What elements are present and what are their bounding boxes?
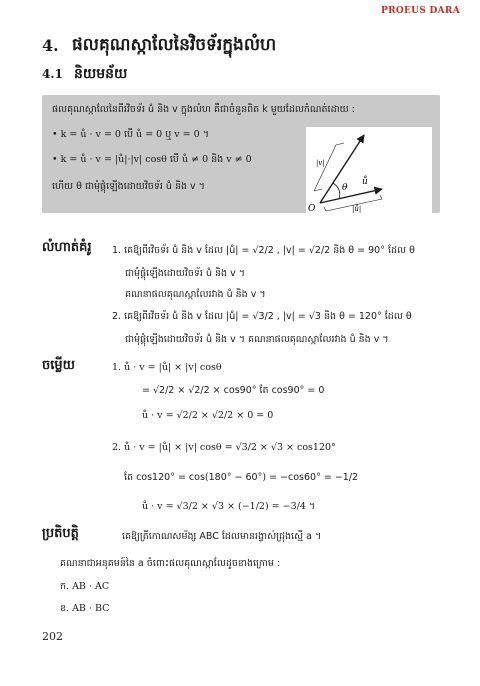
example-q1-line1: 1. គេឱ្យពីរវិចទ័រ ů និង v ដែល |ů| = √2/2 , |v| = √2/2 និង θ = 90° ដែល θ [112, 245, 415, 256]
u-label: ů [362, 177, 368, 187]
page-number: 202 [42, 630, 63, 643]
subsection-title: និយមន័យ [74, 66, 128, 82]
theta-label: θ [342, 183, 348, 193]
solution-2-formula: 2. ů · v = |ů| × |v| cosθ = √3/2 × √3 × cos120° [112, 442, 336, 453]
definition-case-zero: • k = ů · v = 0 បើ ů = 0 ឬ v = 0 ។ [52, 129, 209, 140]
example-q2-line1: 2. គេឱ្យពីរវិចទ័រ ů និង v ដែល |ů| = √3/2 , |v| = √3 និង θ = 120° ដែល θ [112, 311, 412, 322]
vector-diagram [306, 127, 432, 213]
practice-label: ប្រតិបត្តិ [42, 526, 79, 541]
solution-1-result: ů · v = √2/2 × √2/2 × 0 = 0 [142, 410, 274, 421]
solution-2-result: ů · v = √3/2 × √3 × (−1/2) = −3/4 ។ [142, 501, 316, 512]
u-norm-label: |ů| [352, 205, 362, 213]
example-label: លំហាត់គំរូ [42, 240, 92, 255]
solution-1-substitution: = √2/2 × √2/2 × cos90° តែ cos90° = 0 [142, 385, 325, 396]
practice-statement: គេឱ្យត្រីកោណសម័ង្ស ABC ដែលមានរង្វាស់ជ្រុងស្មើ a ។ [122, 531, 322, 542]
solution-label: ចម្លើយ [42, 358, 76, 373]
example-q2-line2: ជាមុំផ្ដុំឡើងដោយវិចទ័រ ů និង v ។ គណនាផលគុណស្កាលែរវាង ů និង v ។ [125, 334, 389, 345]
solution-1-formula: 1. ů · v = |ů| × |v| cosθ [112, 362, 222, 373]
origin-label: O [308, 204, 316, 213]
v-norm-label: |v| [316, 159, 325, 167]
subsection-number: 4.1 [42, 67, 63, 81]
definition-intro: ផលគុណស្កាលែនៃពីរវិចទ័រ ů និង v ក្នុងលំហ គឺជាចំនួនពិត k មួយដែលកំណត់ដោយ : [52, 104, 355, 115]
definition-angle-note: ហើយ θ ជាមុំផ្ដុំឡើងដោយវិចទ័រ ů និង v ។ [52, 181, 205, 192]
practice-item-b: ខ. AB · BC [60, 603, 110, 614]
angle-arc [333, 183, 340, 199]
practice-instruction: គណនាជាអនុគមន៍នៃ a ចំពោះផលគុណស្កាលែដូចខាងក្រោម : [60, 558, 281, 569]
vector-diagram-svg [306, 127, 432, 213]
section-title: ផលគុណស្កាលែនៃវិចទ័រក្នុងលំហ [72, 35, 277, 55]
norm-bracket-v [314, 143, 344, 191]
solution-2-cosine: តែ cos120° = cos(180° − 60°) = −cos60° = −1/2 [124, 472, 359, 483]
definition-case-nonzero: • k = ů · v = |ů|·|v| cosθ បើ ů ≠ 0 និង v ≠ 0 [52, 154, 252, 165]
example-q1-line3: គណនាផលគុណស្កាលែរវាង ů និង v ។ [125, 289, 266, 300]
section-number: 4. [42, 36, 59, 55]
example-q1-line2: ជាមុំផ្ដុំឡើងដោយវិចទ័រ ů និង v ។ [125, 268, 245, 279]
brand-header: PROEUS DARA [381, 6, 460, 16]
practice-item-a: ក. AB · AC [60, 581, 110, 592]
